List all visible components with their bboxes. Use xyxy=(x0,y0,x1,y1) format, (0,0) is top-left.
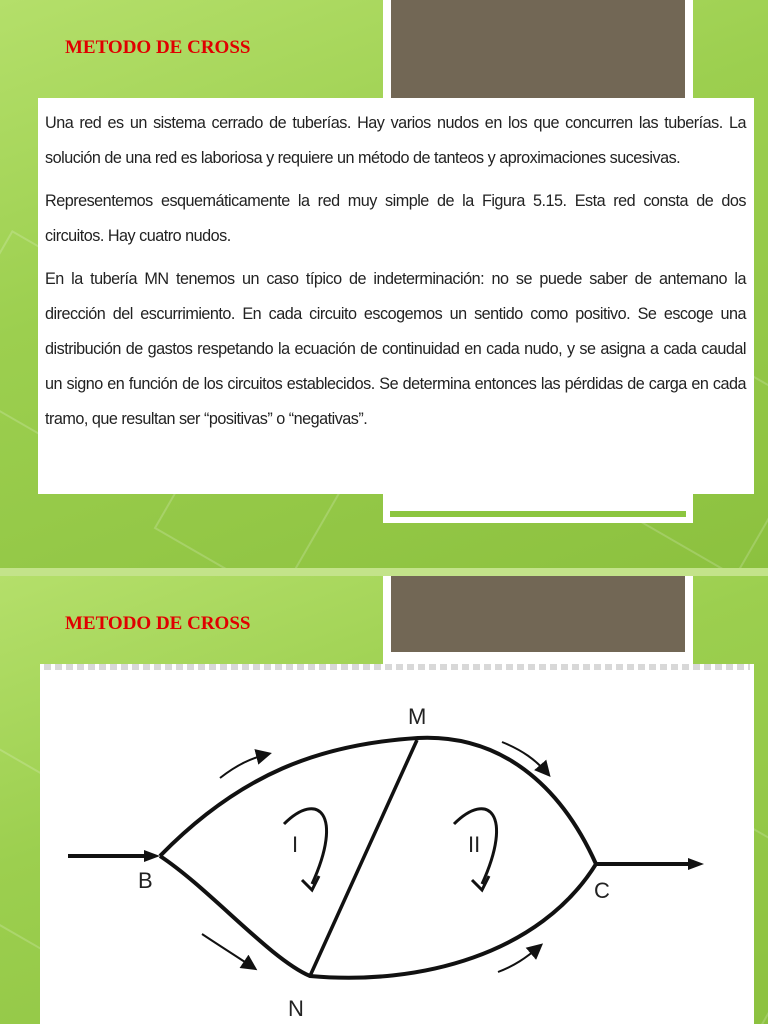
node-label-m: M xyxy=(408,704,427,729)
node-label-c: C xyxy=(594,878,610,903)
slide-2 xyxy=(0,576,768,1024)
paragraph: En la tubería MN tenemos un caso típico de indeterminación: no se puede saber de antemano la dirección del escurrimiento. En cada circuito escogemos un sentido como positivo. Se escoge una distribución de gastos respetando la ecuación de continuidad en cada nudo, y se asigna a cada caudal un signo en función de los circuitos establecidos. Se determina entonces las pérdidas de carga en cada tramo, que resultan ser “positivas” o “negativas”. xyxy=(45,270,746,428)
decorative-panel xyxy=(391,0,685,100)
paragraph: Representemos esquemáticamente la red muy simple de la Figura 5.15. Esta red consta de dos circuitos. Hay cuatro nudos. xyxy=(45,192,746,245)
pipe-lower xyxy=(160,856,596,978)
flow-arrow xyxy=(498,946,540,972)
flow-arrow xyxy=(202,934,254,968)
node-label-n: N xyxy=(288,996,304,1021)
text-box xyxy=(38,98,754,494)
flow-arrow xyxy=(220,754,268,778)
decorative-panel xyxy=(391,576,685,652)
outflow-arrowhead xyxy=(688,858,704,870)
paragraph: Una red es un sistema cerrado de tuberías. Hay varios nudos en los que concurren las tuberías. La solución de una red es laboriosa y requiere un método de tanteos y aproximaciones sucesivas. xyxy=(45,114,746,167)
circuit-label-ii: II xyxy=(468,832,481,857)
accent-line xyxy=(390,511,686,517)
node-label-b: B xyxy=(138,868,153,893)
figure-box xyxy=(40,664,754,1024)
slide-title: METODO DE CROSS xyxy=(65,613,251,634)
pipe-mn xyxy=(310,740,417,976)
pipe-network-diagram xyxy=(40,664,754,1024)
inflow-arrowhead xyxy=(144,850,160,862)
slide-divider xyxy=(0,568,768,576)
circuit-label-i: I xyxy=(292,832,299,857)
circuit-arc-left xyxy=(284,809,327,884)
circuit-arc-right-tip xyxy=(472,876,489,890)
slide-title: METODO DE CROSS xyxy=(65,37,251,58)
circuit-arc-left-tip xyxy=(302,876,319,890)
